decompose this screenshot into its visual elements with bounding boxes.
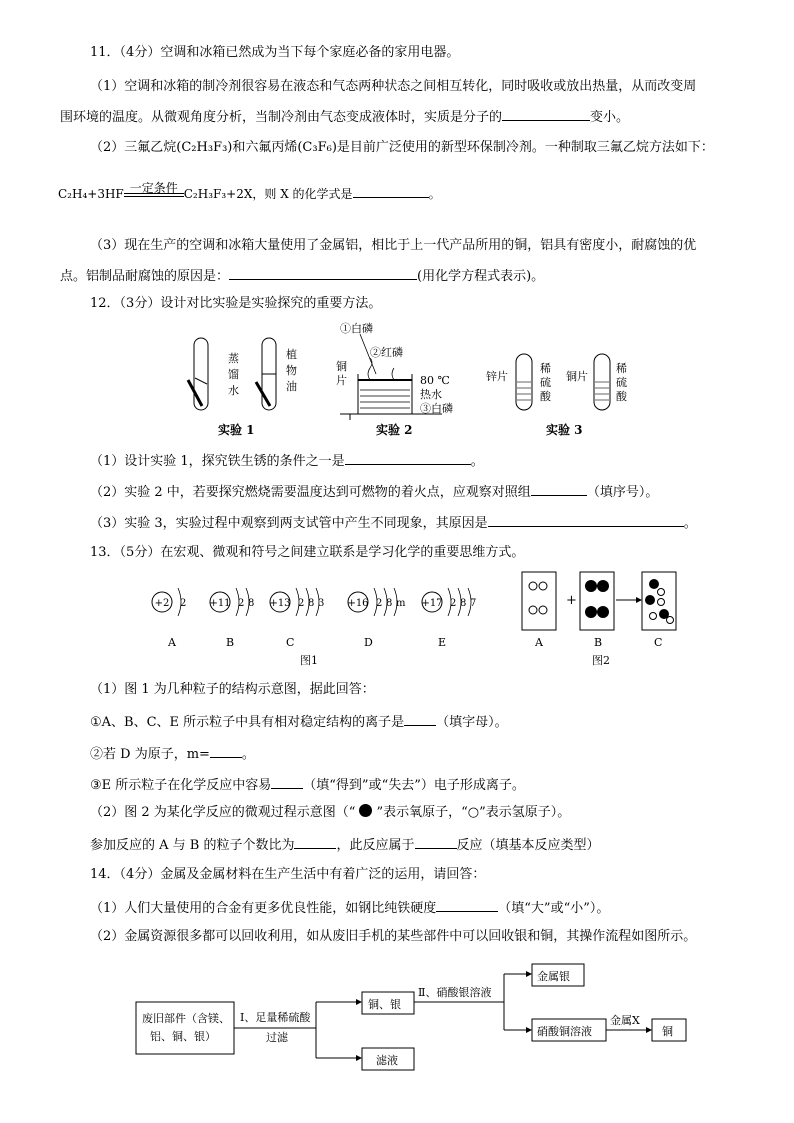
q12-title: 12．（3分）设计对比实验是实验探究的重要方法。 xyxy=(90,296,382,311)
shell-electrons: 2 xyxy=(238,598,245,609)
shell-electrons: 8 xyxy=(386,598,393,609)
shell-electrons: 2 xyxy=(450,598,457,609)
atom-e xyxy=(421,588,476,649)
q11-part3-line2: 点。铝制品耐腐蚀的原因是： (用化学方程式表示)。 xyxy=(60,265,544,286)
flow-start-2: 铝、铜、银） xyxy=(150,1030,216,1043)
q12-sub1: （1）设计实验 1，探究铁生锈的条件之一是 。 xyxy=(90,450,484,471)
answer-blank[interactable] xyxy=(488,512,684,527)
flow-filtrate: 滤液 xyxy=(376,1054,398,1067)
exp1-label-b-1: 植 xyxy=(286,348,297,361)
flow-cu-nitrate: 硝酸铜溶液 xyxy=(537,1025,592,1038)
answer-blank[interactable] xyxy=(531,481,587,496)
exp2-water: 热水 xyxy=(420,388,442,401)
iron-nail xyxy=(256,382,270,406)
nucleus-charge: +16 xyxy=(347,598,369,609)
flow-step1: Ⅰ、足量稀硫酸 xyxy=(240,1011,311,1024)
q11-equation: C₂H₄+3HF 一定条件 C₂H₃F₃+2X，则 X 的化学式是 。 xyxy=(58,181,441,201)
exp3-acid-a-3: 酸 xyxy=(540,390,551,403)
fig2-label-c: C xyxy=(654,636,663,649)
exp3-acid-a-1: 稀 xyxy=(540,362,551,375)
exp1-label-a-1: 蒸 xyxy=(228,352,239,365)
atom-d xyxy=(347,588,406,649)
exp3-zinc: 锌片 xyxy=(486,370,508,383)
iron-nail xyxy=(188,380,202,406)
q11-part1-line1: （1）空调和冰箱的制冷剂很容易在液态和气态两种状态之间相互转化，同时吸收或放出热量，从而改变周 xyxy=(90,79,697,94)
q14-sub2: （2）金属资源很多都可以回收利用，如从废旧手机的某些部件中可以回收银和铜，其操作流程如图所示。 xyxy=(90,929,697,944)
flow-start-box xyxy=(136,1002,234,1054)
nucleus-charge: +17 xyxy=(421,598,443,609)
flow-step1b: 过滤 xyxy=(266,1031,288,1044)
q13-sub2b: 参加反应的 A 与 B 的粒子个数比为 ，此反应属于 反应（填基本反应类型） xyxy=(90,834,600,855)
shell-electrons: 8 xyxy=(460,598,467,609)
answer-blank[interactable] xyxy=(404,711,436,726)
exp2-label1: ①白磷 xyxy=(340,322,373,335)
flow-start-1: 废旧部件（含镁、 xyxy=(142,1012,230,1025)
q11-part2-line1: （2）三氟乙烷(C₂H₃F₃)和六氟丙烯(C₃F₆)是目前广泛使用的新型环保制冷剂。一种制取三氟乙烷方法如下： xyxy=(90,140,714,155)
q14-sub1: （1）人们大量使用的合金有更多优良性能，如钢比纯铁硬度 （填“大”或“小”）。 xyxy=(90,897,609,918)
q12-experiments-figure xyxy=(180,320,650,445)
shell-electrons: 3 xyxy=(318,598,325,609)
q13-sub1b: ②若 D 为原子，m= 。 xyxy=(90,743,255,764)
reaction-condition: 一定条件 xyxy=(129,181,178,195)
exp1-label-b-3: 油 xyxy=(286,380,297,393)
exp1-label-a-2: 馏 xyxy=(228,368,239,381)
experiment-3 xyxy=(486,354,628,437)
shell-electrons: 8 xyxy=(248,598,255,609)
shell-electrons: 2 xyxy=(298,598,305,609)
exp2-label2: ②红磷 xyxy=(370,346,403,359)
q11-part3-line1: （3）现在生产的空调和冰箱大量使用了金属铝，相比于上一代产品所用的铜，铝具有密度小，耐腐蚀的优 xyxy=(90,238,697,253)
atom-diagrams xyxy=(152,588,476,649)
q13-sub1a: ①A、B、C、E 所示粒子中具有相对稳定结构的离子是 （填字母）。 xyxy=(90,711,508,732)
exp3-acid-a-2: 硫 xyxy=(540,376,551,389)
answer-blank[interactable] xyxy=(415,834,457,849)
q14-flowchart xyxy=(130,958,710,1078)
shell-electrons: 2 xyxy=(376,598,383,609)
q11-title: 11．（4分）空调和冰箱已然成为当下每个家庭必备的家用电器。 xyxy=(90,45,460,60)
fig2-caption: 图2 xyxy=(592,654,610,667)
answer-blank[interactable] xyxy=(210,743,242,758)
nucleus-charge: +2 xyxy=(154,598,170,609)
q13-sub1c: ③E 所示粒子在化学反应中容易 （填“得到”或“失去”）电子形成离子。 xyxy=(90,774,525,795)
fig2-reaction xyxy=(522,572,676,667)
atom-c xyxy=(269,588,324,649)
q13-sub2: （2）图 2 为某化学反应的微观过程示意图（“ ”表示氧原子，“○”表示氢原子）。 xyxy=(90,805,571,820)
fig2-plus: + xyxy=(566,593,577,608)
flow-metal-x: 金属X xyxy=(610,1014,640,1027)
exp2-caption: 实验 2 xyxy=(376,423,413,437)
answer-blank[interactable] xyxy=(345,450,471,465)
nucleus-charge: +11 xyxy=(209,598,231,609)
flow-step2: Ⅱ、硝酸银溶液 xyxy=(418,986,492,999)
q13-sub1: （1）图 1 为几种粒子的结构示意图，据此回答： xyxy=(90,682,375,697)
exp1-label-b-2: 物 xyxy=(286,364,297,377)
q11-part1-line2: 围环境的温度。从微观角度分析，当制冷剂由气态变成液体时，实质是分子的 变小。 xyxy=(60,106,629,127)
answer-blank[interactable] xyxy=(271,774,303,789)
exp2-temp: 80 ℃ xyxy=(420,374,450,387)
exp2-label3: ③白磷 xyxy=(420,402,453,415)
q13-title: 13．（5分）在宏观、微观和符号之间建立联系是学习化学的重要思维方式。 xyxy=(90,545,525,560)
atom-label: D xyxy=(364,636,373,649)
q12-sub2: （2）实验 2 中，若要探究燃烧需要温度达到可燃物的着火点，应观察对照组 （填序号）。 xyxy=(90,481,658,502)
shell-electrons: m xyxy=(396,598,406,609)
answer-blank[interactable] xyxy=(294,834,336,849)
fig2-label-b: B xyxy=(594,636,603,649)
shell-electrons: 8 xyxy=(308,598,315,609)
atom-label: E xyxy=(438,636,447,649)
nucleus-charge: +13 xyxy=(269,598,291,609)
shell-electrons: 2 xyxy=(180,598,187,609)
flow-copper: 铜 xyxy=(662,1025,673,1038)
exp1-label-a-3: 水 xyxy=(228,384,239,397)
answer-blank[interactable] xyxy=(353,183,429,198)
oxygen-atom-icon xyxy=(359,804,372,817)
exp1-caption: 实验 1 xyxy=(218,423,255,437)
experiment-1 xyxy=(188,338,297,437)
atom-label: A xyxy=(168,636,176,649)
flow-cu-ag: 铜、银 xyxy=(368,998,401,1011)
atom-label: C xyxy=(286,636,295,649)
shell-electrons: 7 xyxy=(470,598,477,609)
answer-blank[interactable] xyxy=(502,106,590,121)
answer-blank[interactable] xyxy=(229,265,417,280)
exp3-acid-b-2: 硫 xyxy=(616,376,627,389)
flow-silver: 金属银 xyxy=(537,970,570,983)
atom-label: B xyxy=(226,636,235,649)
atom-b xyxy=(209,588,254,649)
exp2-copper-1: 铜 xyxy=(336,360,347,373)
exp2-copper-2: 片 xyxy=(336,374,347,387)
experiment-2 xyxy=(336,321,453,437)
q13-figures xyxy=(140,570,700,670)
atom-a xyxy=(152,588,186,649)
exp3-acid-b-1: 稀 xyxy=(616,362,627,375)
q12-sub3: （3）实验 3，实验过程中观察到两支试管中产生不同现象，其原因是 。 xyxy=(90,512,697,533)
exp3-copper: 铜片 xyxy=(566,370,588,383)
exp3-caption: 实验 3 xyxy=(546,423,583,437)
fig1-caption: 图1 xyxy=(300,654,318,667)
q14-title: 14．（4分）金属及金属材料在生产生活中有着广泛的运用，请回答： xyxy=(90,867,486,882)
exp3-acid-b-3: 酸 xyxy=(616,390,627,403)
answer-blank[interactable] xyxy=(436,897,498,912)
fig2-label-a: A xyxy=(535,636,543,649)
